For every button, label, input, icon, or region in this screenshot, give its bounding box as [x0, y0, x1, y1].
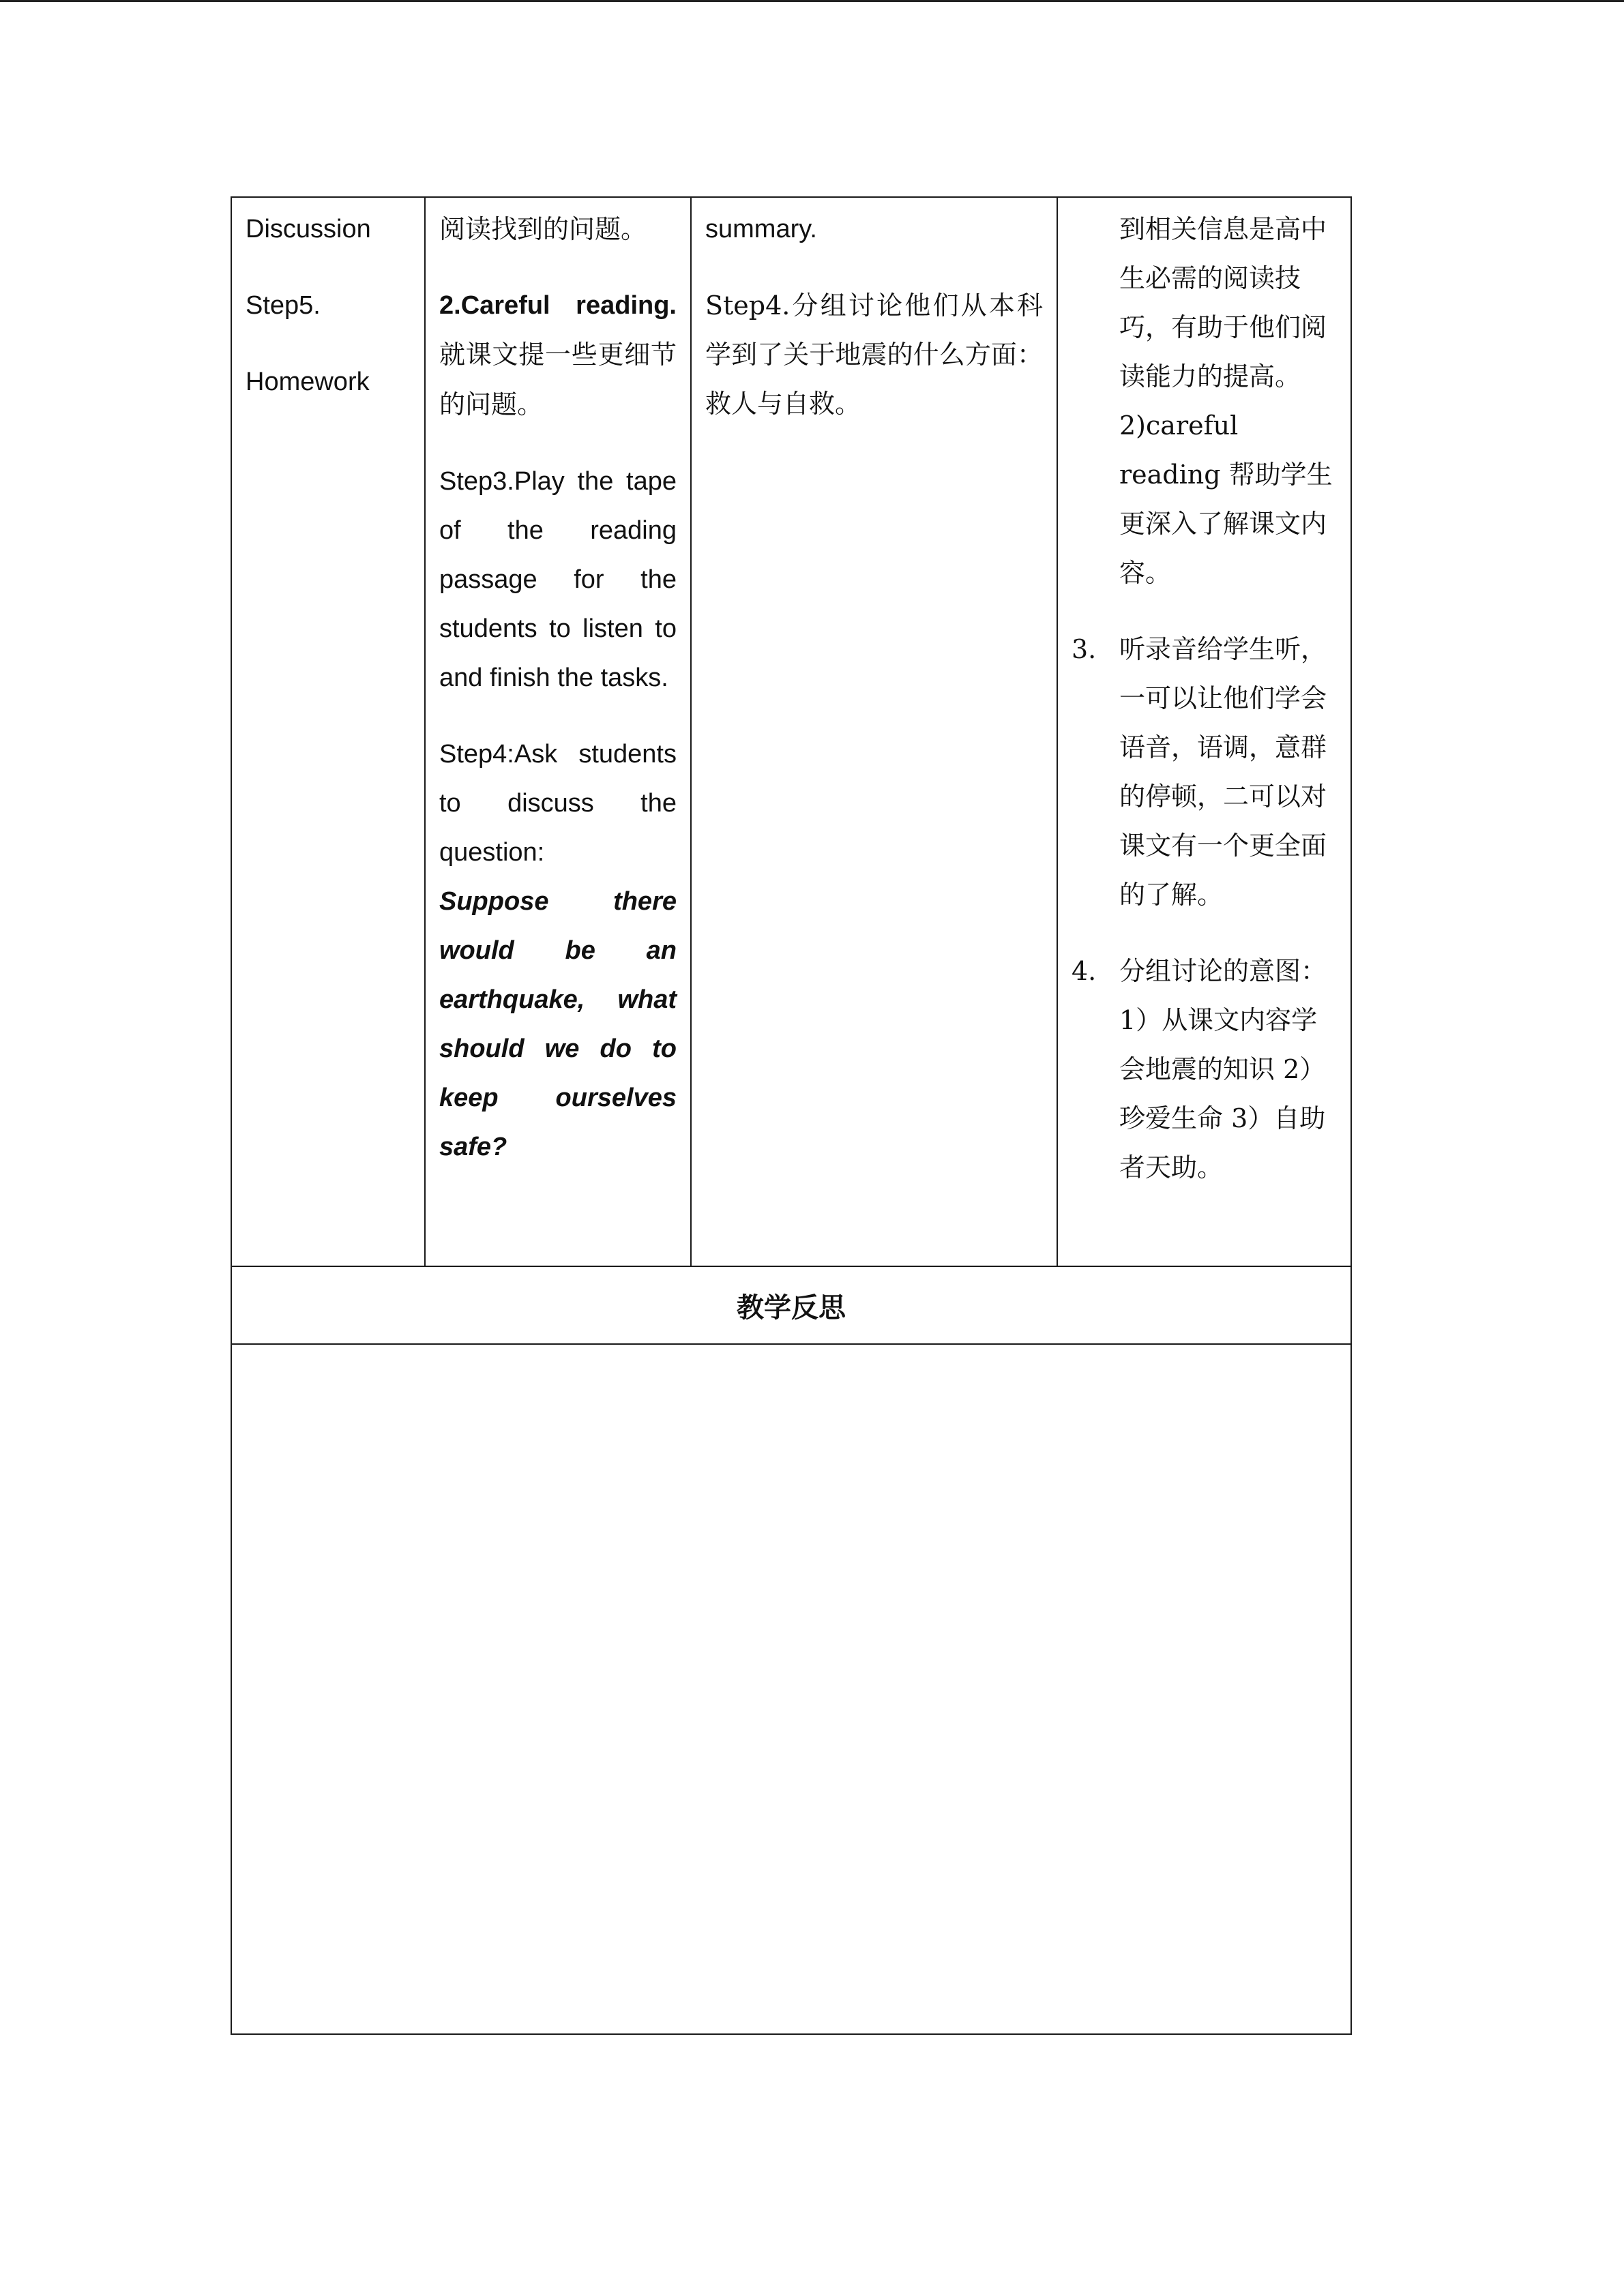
intent-item-3-number: 3. — [1072, 634, 1097, 664]
reflection-body-cell[interactable] — [231, 1344, 1351, 2034]
reflection-heading-cell — [231, 1266, 1351, 1344]
stage-homework: Homework — [246, 368, 370, 396]
teacher-text-2 — [439, 281, 677, 430]
student-activity-cell — [691, 197, 1057, 1266]
intent-item-4-number: 4. — [1072, 956, 1097, 986]
careful-reading-desc: 就课文提一些更细节的问题。 — [439, 340, 677, 419]
intent-item-4-text: 分组讨论的意图：1）从课文内容学会地震的知识 2）珍爱生命 3）自助者天助。 — [1119, 956, 1327, 1182]
design-intent-cell — [1057, 197, 1351, 1266]
intent-continuation: 到相关信息是高中生必需的阅读技巧，有助于他们阅读能力的提高。2)careful reading 帮助学生更深入了解课文内容。 — [1119, 214, 1333, 588]
reflection-body-row — [231, 1344, 1351, 2034]
student-text-2: Step4.分组讨论他们从本科学到了关于地震的什么方面：救人与自救。 — [705, 290, 1043, 419]
teacher-text-1: 阅读找到的问题。 — [439, 214, 647, 244]
stage-discussion: Discussion — [246, 215, 371, 243]
intent-item-3-text: 听录音给学生听，一可以让他们学会语音，语调，意群的停顿，二可以对课文有一个更全面的了解。 — [1119, 634, 1327, 910]
teacher-text-3: Step3.Play the tape of the reading passage for the students to listen to and finish the tasks. — [439, 467, 677, 692]
intent-item-3 — [1072, 625, 1334, 919]
page-top-border — [0, 0, 1624, 2]
procedure-row — [231, 197, 1351, 1266]
stage-cell — [231, 197, 425, 1266]
stage-step5: Step5. — [246, 291, 321, 320]
careful-reading-label: 2.Careful reading. — [439, 291, 677, 320]
reflection-heading-row — [231, 1266, 1351, 1344]
teacher-activity-cell — [425, 197, 691, 1266]
student-text-1: summary. — [705, 215, 817, 243]
teacher-text-4: Step4:Ask students to discuss the question: — [439, 740, 677, 867]
lesson-plan-table — [231, 196, 1352, 2035]
discussion-question: Suppose there would be an earthquake, what should we do to keep ourselves safe? — [439, 887, 677, 1161]
reflection-heading: 教学反思 — [737, 1292, 846, 1324]
intent-item-4 — [1072, 946, 1334, 1192]
